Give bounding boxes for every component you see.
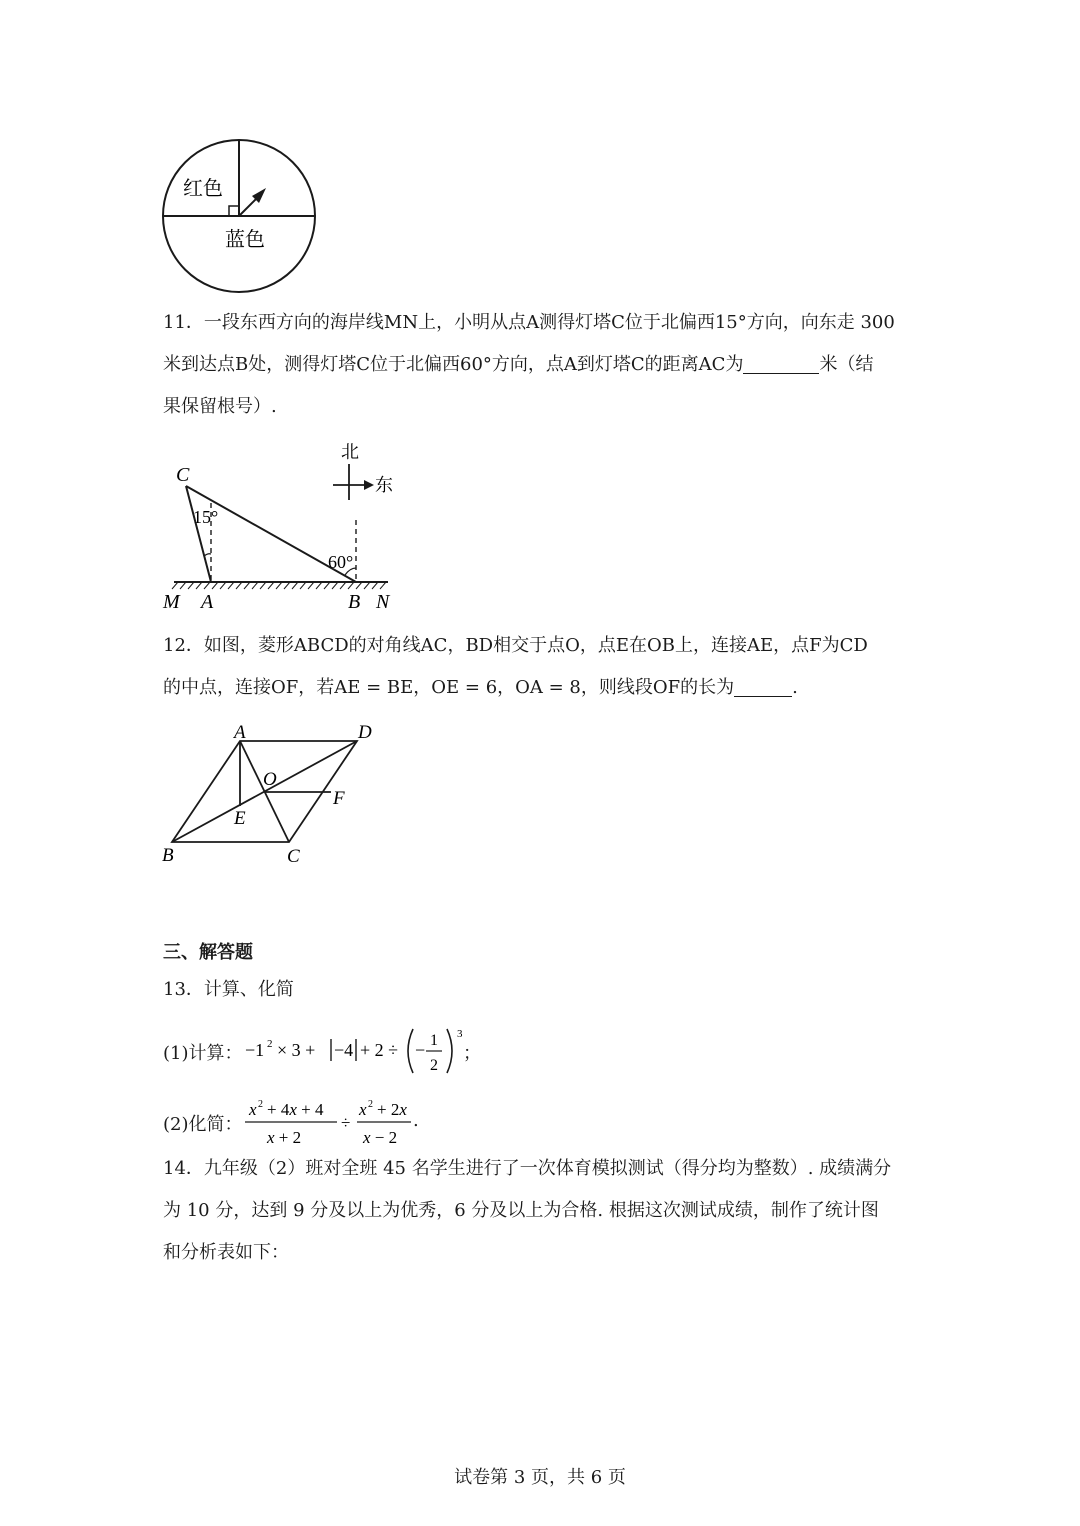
east-label: 东 — [375, 475, 393, 495]
rhombus-point-a: A — [234, 722, 246, 743]
blue-label: 蓝色 — [225, 229, 265, 251]
rhombus-point-e: E — [234, 808, 246, 829]
svg-text:3: 3 — [457, 1028, 463, 1040]
q13-part1-label: (1)计算： — [163, 1043, 243, 1064]
svg-text:× 3 +: × 3 + — [277, 1040, 316, 1060]
q11-answer-blank — [743, 353, 819, 374]
rhombus-point-d: D — [358, 722, 372, 743]
q14-line-1: 14．九年级（2）班对全班 45 名学生进行了一次体育模拟测试（得分均为整数）. 成绩满分 — [163, 1158, 892, 1179]
q13-part2-end: . — [413, 1110, 419, 1131]
q11-line-2 — [163, 344, 923, 386]
rhombus-point-c: C — [287, 846, 300, 867]
q11-lighthouse-figure — [160, 438, 400, 614]
svg-text:+ 2x: + 2x — [377, 1100, 407, 1119]
q14-line-2: 为 10 分，达到 9 分及以上为优秀，6 分及以上为合格. 根据这次测试成绩，制作了统计图 — [163, 1200, 879, 1221]
svg-text:2: 2 — [258, 1099, 263, 1110]
svg-text:x + 2: x + 2 — [267, 1128, 302, 1147]
angle-60-label: 60° — [328, 552, 354, 572]
angle-15-label: 15° — [193, 507, 219, 527]
svg-text:2: 2 — [368, 1099, 373, 1110]
q11-line-1: 11．一段东西方向的海岸线MN上，小明从点A测得灯塔C位于北偏西15°方向，向东走 300 — [163, 312, 895, 333]
q13-part1 — [163, 1025, 563, 1080]
svg-text:2: 2 — [267, 1038, 273, 1050]
svg-text:−1: −1 — [245, 1040, 265, 1060]
q13-part1-formula — [245, 1025, 445, 1080]
rhombus-point-f: F — [333, 788, 345, 809]
svg-text:x: x — [359, 1100, 367, 1119]
q12-answer-blank — [734, 676, 792, 697]
q13-part1-expression — [163, 1025, 164, 1026]
section-title: 三、解答题 — [163, 942, 253, 963]
q12-line-2-text: 的中点，连接OF，若AE = BE，OE = 6，OA = 8，则线段OF的长为 — [163, 677, 735, 698]
rhombus-point-b: B — [162, 845, 174, 866]
q13-part2-expression — [163, 1098, 164, 1099]
q13-part2-formula — [245, 1098, 415, 1150]
q11-line-2-text: 米到达点B处，测得灯塔C位于北偏西60°方向，点A到灯塔C的距离AC为 — [163, 354, 744, 375]
spinner-figure — [150, 128, 330, 298]
red-label: 红色 — [183, 178, 223, 200]
svg-text:1: 1 — [430, 1032, 438, 1049]
q11-line-3: 果保留根号）. — [163, 396, 277, 417]
q11-line-2-end: 米（结 — [819, 354, 874, 375]
page-footer: 试卷第 3 页，共 6 页 — [454, 1467, 626, 1488]
q13-part2-label: (2)化简： — [163, 1114, 243, 1135]
q13-part1-end: ； — [463, 1043, 481, 1064]
svg-text:+ 2 ÷: + 2 ÷ — [360, 1040, 399, 1060]
q14-text — [163, 1148, 923, 1274]
svg-text:2: 2 — [430, 1057, 438, 1074]
svg-text:+ 4x + 4: + 4x + 4 — [267, 1100, 324, 1119]
q12-rhombus-figure — [155, 718, 385, 868]
q14-line-3: 和分析表如下： — [163, 1242, 289, 1263]
point-c-label: C — [176, 464, 190, 486]
svg-text:x − 2: x − 2 — [363, 1128, 398, 1147]
q12-line-2 — [163, 667, 923, 709]
svg-text:÷: ÷ — [341, 1113, 351, 1132]
svg-text:−4: −4 — [334, 1040, 354, 1060]
point-a-label: A — [201, 591, 214, 613]
rhombus-point-o: O — [263, 769, 277, 790]
north-label: 北 — [341, 442, 359, 462]
q11-text — [163, 302, 923, 428]
q12-text — [163, 625, 923, 709]
point-n-label: N — [376, 591, 390, 613]
point-b-label: B — [348, 591, 361, 613]
svg-text:−: − — [415, 1040, 426, 1060]
q13-title: 13．计算、化简 — [163, 979, 294, 1000]
q12-line-1: 12．如图，菱形ABCD的对角线AC，BD相交于点O，点E在OB上，连接AE，点F为CD — [163, 635, 868, 656]
q12-line-2-end: . — [792, 677, 798, 698]
q13-part2 — [163, 1098, 583, 1150]
svg-text:x: x — [249, 1100, 257, 1119]
point-m-label: M — [163, 591, 180, 613]
